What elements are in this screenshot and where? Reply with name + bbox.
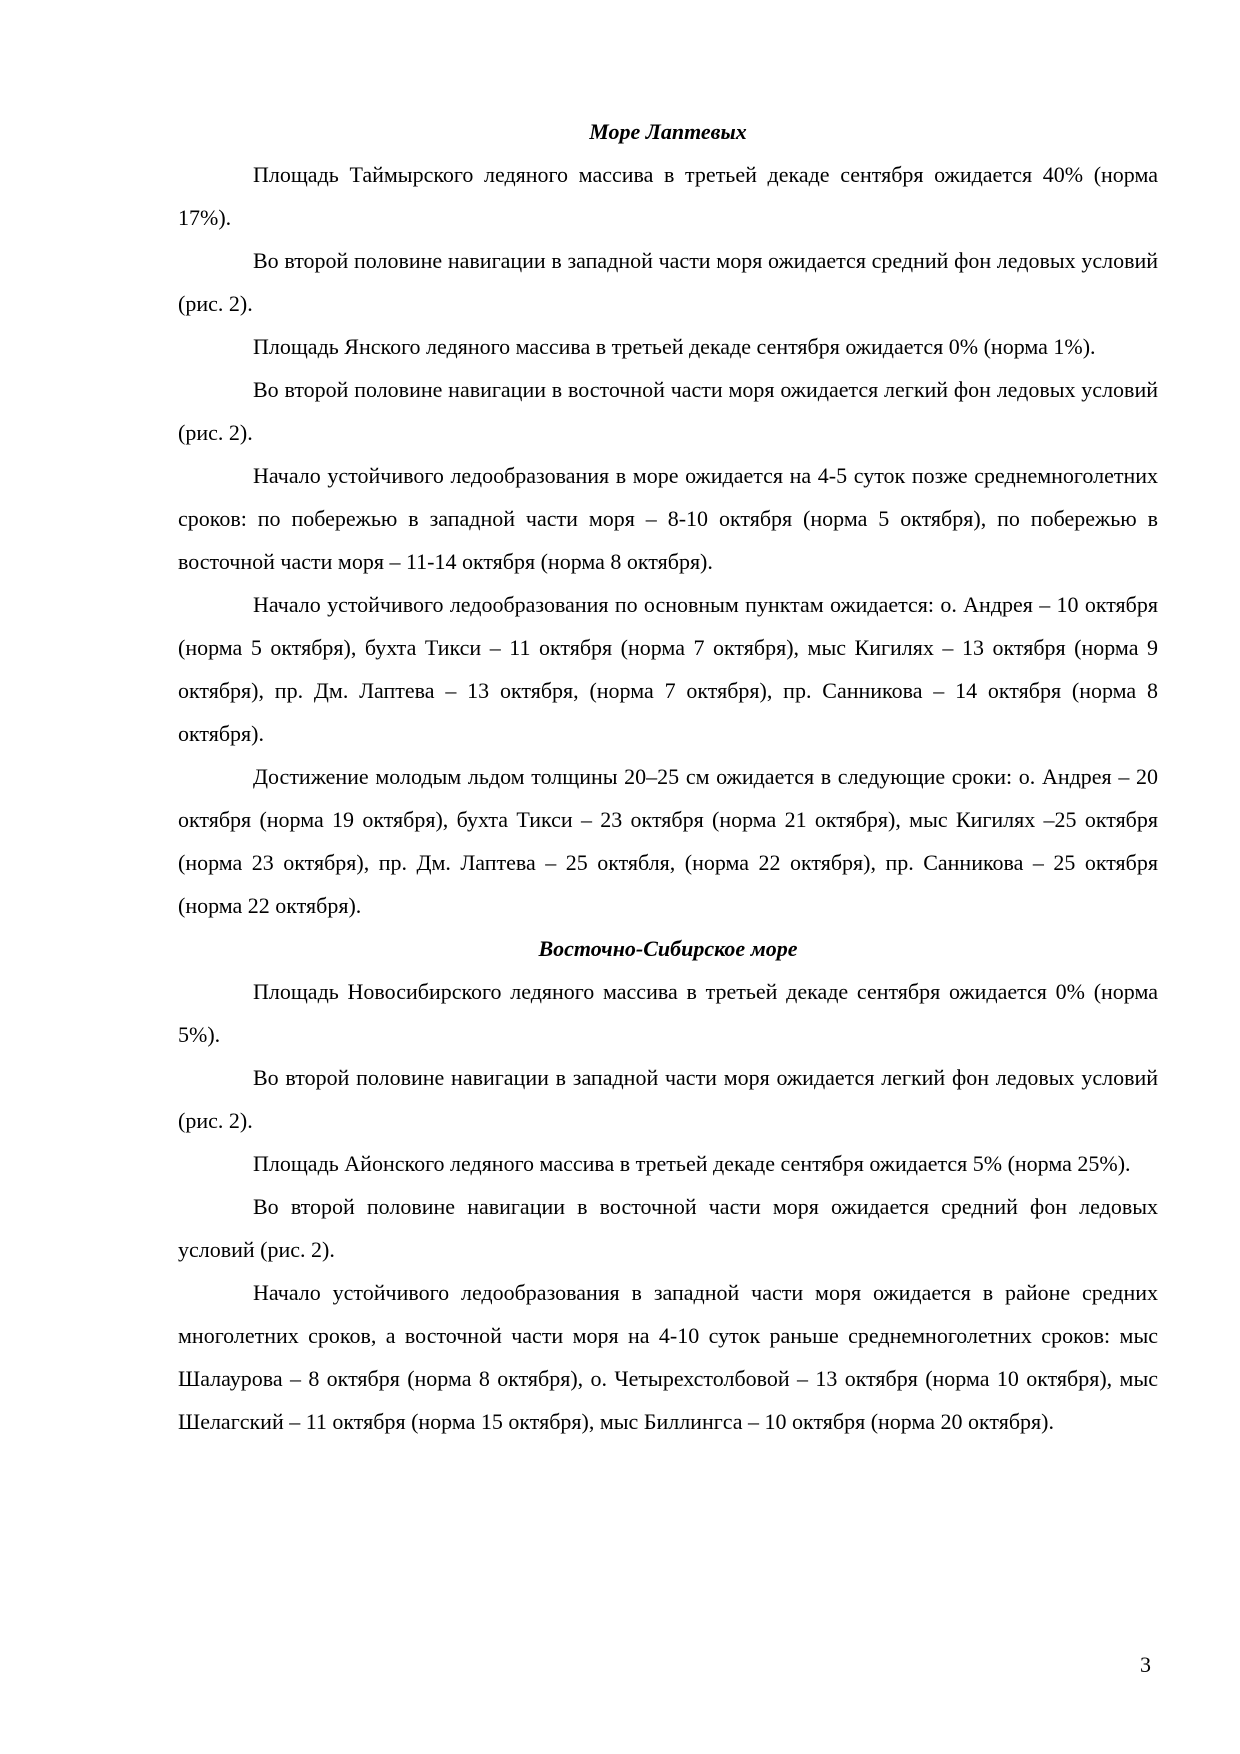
- paragraph: Достижение молодым льдом толщины 20–25 см ожидается в следующие сроки: о. Андрея – 20 октября (норма 19 октября), бухта Тикси – 23 октября (норма 21 октября), мыс Кигилях –25 октября (норма 23 октября), пр. Дм. Лаптева – 25 октябля, (норма 22 октября), пр. Санникова – 25 октября (норма 22 октября).: [178, 764, 1158, 918]
- paragraph: Площадь Таймырского ледяного массива в третьей декаде сентября ожидается 40% (норма 17%).: [178, 162, 1158, 230]
- paragraph: Площадь Айонского ледяного массива в третьей декаде сентября ожидается 5% (норма 25%).: [253, 1151, 1131, 1176]
- section-heading: Море Лаптевых: [589, 119, 747, 144]
- paragraph: Во второй половине навигации в западной части моря ожидается средний фон ледовых условий (рис. 2).: [178, 248, 1158, 316]
- paragraph: Во второй половине навигации в западной части моря ожидается легкий фон ледовых условий (рис. 2).: [178, 1065, 1158, 1133]
- document-body: [178, 110, 1158, 1443]
- section-east-siberian-sea: [178, 927, 1158, 1443]
- paragraph: Начало устойчивого ледообразования по основным пунктам ожидается: о. Андрея – 10 октября (норма 5 октября), бухта Тикси – 11 октября (норма 7 октября), мыс Кигилях – 13 октября (норма 9 октября), пр. Дм. Лаптева – 13 октября, (норма 7 октября), пр. Санникова – 14 октября (норма 8 октября).: [178, 592, 1158, 746]
- paragraph: Площадь Янского ледяного массива в третьей декаде сентября ожидается 0% (норма 1%).: [253, 334, 1096, 359]
- paragraph: Во второй половине навигации в восточной части моря ожидается средний фон ледовых условий (рис. 2).: [178, 1194, 1158, 1262]
- paragraph: Во второй половине навигации в восточной части моря ожидается легкий фон ледовых условий (рис. 2).: [178, 377, 1158, 445]
- section-laptev-sea: [178, 110, 1158, 927]
- paragraph: Начало устойчивого ледообразования в море ожидается на 4-5 суток позже среднемноголетних сроков: по побережью в западной части моря – 8-10 октября (норма 5 октября), по побережью в восточной части моря – 11-14 октября (норма 8 октября).: [178, 463, 1158, 574]
- paragraph: Начало устойчивого ледообразования в западной части моря ожидается в районе средних многолетних сроков, а восточной части моря на 4-10 суток раньше среднемноголетних сроков: мыс Шалаурова – 8 октября (норма 8 октября), о. Четырехстолбовой – 13 октября (норма 10 октября), мыс Шелагский – 11 октября (норма 15 октября), мыс Биллингса – 10 октября (норма 20 октября).: [178, 1280, 1158, 1434]
- page-number: 3: [1140, 1652, 1151, 1677]
- paragraph: Площадь Новосибирского ледяного массива в третьей декаде сентября ожидается 0% (норма 5%).: [178, 979, 1158, 1047]
- section-heading: Восточно-Сибирское море: [538, 936, 798, 961]
